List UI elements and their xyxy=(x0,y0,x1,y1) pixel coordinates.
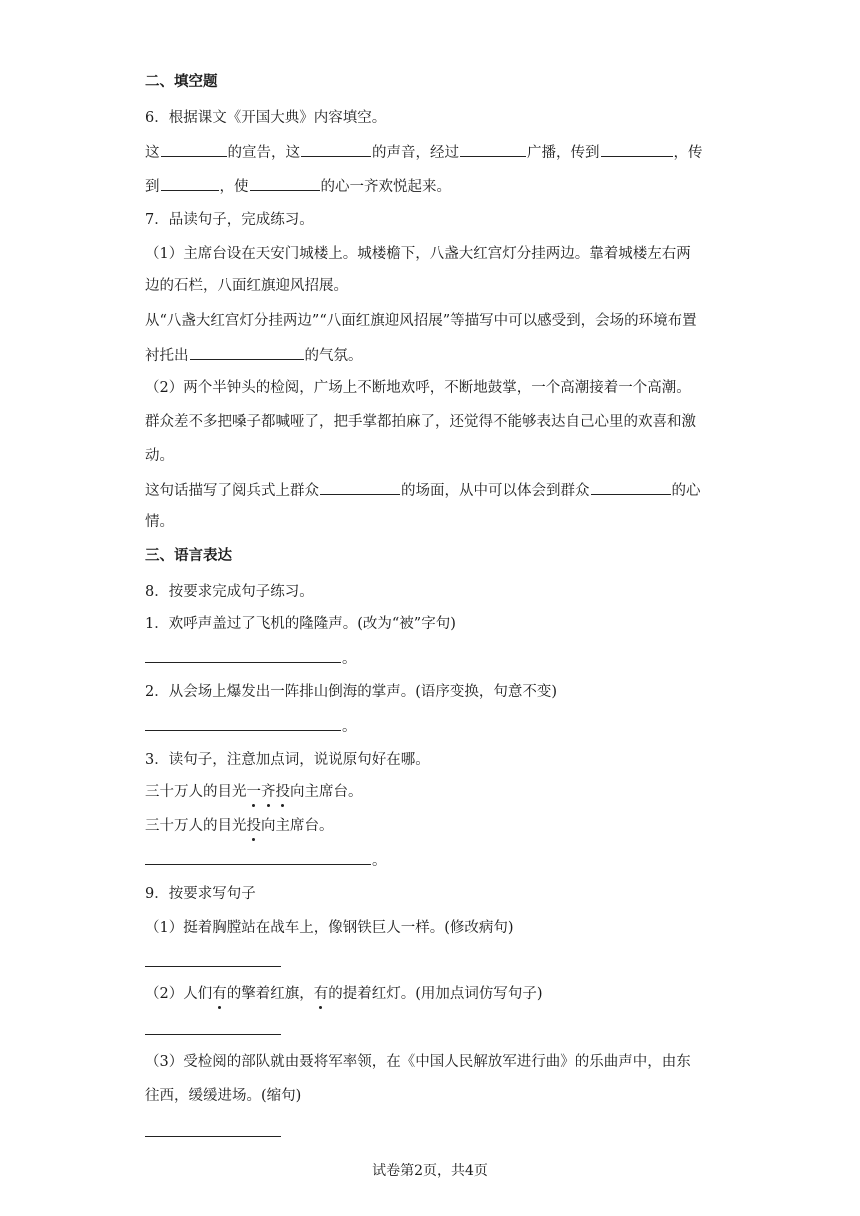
question-6-stem: 6．根据课文《开国大典》内容填空。 xyxy=(145,110,387,126)
question-9-item-1: （1）挺着胸膛站在战车上，像钢铁巨人一样。(修改病句) xyxy=(145,920,514,936)
q6-text: 的声音，经过 xyxy=(372,145,459,161)
fill-blank[interactable] xyxy=(161,176,219,191)
section-heading-language: 三、语言表达 xyxy=(145,548,232,564)
dotted-word: 有 xyxy=(313,986,329,1002)
q8-text: 向主席台。 xyxy=(261,818,334,834)
question-6-line-1 xyxy=(145,142,715,163)
question-8-item-2: 2．从会场上爆发出一阵排山倒海的掌声。(语序变换，句意不变) xyxy=(145,684,558,700)
dotted-word: 投 xyxy=(275,784,290,800)
question-8-item-1: 1．欢呼声盖过了飞机的隆隆声。(改为“被”字句) xyxy=(145,616,456,632)
answer-line[interactable] xyxy=(145,966,281,967)
period: 。 xyxy=(372,853,387,869)
q9-text: 的擎着红旗， xyxy=(226,986,314,1002)
q8-text: 三十万人的目光 xyxy=(145,818,247,834)
page-footer: 试卷第2页，共4页 xyxy=(372,1163,488,1179)
question-7-passage-2-line-1: （2）两个半钟头的检阅，广场上不断地欢呼，不断地鼓掌，一个高潮接着一个高潮。 xyxy=(145,380,691,396)
question-8-answer-2 xyxy=(145,716,715,737)
answer-blank[interactable] xyxy=(145,716,341,731)
question-8-stem: 8．按要求完成句子练习。 xyxy=(145,584,314,600)
dotted-word: 一 xyxy=(246,784,261,800)
question-9-stem: 9．按要求写句子 xyxy=(145,886,256,902)
fill-blank[interactable] xyxy=(301,142,371,157)
section-heading-fill-in: 二、填空题 xyxy=(145,74,218,90)
dotted-word: 投 xyxy=(246,818,261,834)
q7-text: 这句话描写了阅兵式上群众 xyxy=(145,483,319,499)
question-7-prompt-1-line-1: 从“八盏大红宫灯分挂两边”“八面红旗迎风招展”等描写中可以感受到，会场的环境布置 xyxy=(145,313,697,329)
answer-line[interactable] xyxy=(145,1136,281,1137)
period: 。 xyxy=(342,719,357,735)
q6-text: ，传 xyxy=(673,145,703,161)
q7-text: 的心 xyxy=(671,483,701,499)
period: 。 xyxy=(342,651,357,667)
q6-text: 广播，传到 xyxy=(527,145,600,161)
question-7-passage-2-line-2: 群众差不多把嗓子都喊哑了，把手掌都拍麻了，还觉得不能够表达自己心里的欢喜和激 xyxy=(145,414,696,430)
dotted-word: 齐 xyxy=(261,784,276,800)
q6-text: 的宣告，这 xyxy=(227,145,300,161)
answer-blank[interactable] xyxy=(145,850,371,865)
question-7-prompt-2-line-2: 情。 xyxy=(145,514,174,530)
q8-text: 三十万人的目光 xyxy=(145,784,247,800)
question-7-prompt-1-line-2 xyxy=(145,345,715,366)
q6-text: 这 xyxy=(145,145,160,161)
fill-blank[interactable] xyxy=(161,142,227,157)
question-9-item-3-line-2: 往西，缓缓进场。(缩句) xyxy=(145,1088,302,1104)
fill-blank[interactable] xyxy=(320,480,400,495)
fill-blank[interactable] xyxy=(591,480,671,495)
question-9-item-2 xyxy=(145,984,715,1004)
question-7-prompt-2-line-1 xyxy=(145,480,715,501)
q6-text: 到 xyxy=(145,179,160,195)
question-7-passage-1-line-1: （1）主席台设在天安门城楼上。城楼檐下，八盏大红宫灯分挂两边。靠着城楼左右两 xyxy=(145,246,691,262)
question-8-item-3: 3．读句子，注意加点词，说说原句好在哪。 xyxy=(145,752,430,768)
q8-text: 向主席台。 xyxy=(290,784,363,800)
fill-blank[interactable] xyxy=(250,176,320,191)
question-7-stem: 7．品读句子，完成练习。 xyxy=(145,212,314,228)
answer-line[interactable] xyxy=(145,1034,281,1035)
q9-text: （2）人们 xyxy=(145,986,213,1002)
question-8-answer-1 xyxy=(145,648,715,669)
dotted-word: 有 xyxy=(212,986,227,1002)
q7-text: 衬托出 xyxy=(145,348,189,364)
q6-text: ，使 xyxy=(219,179,249,195)
question-8-sentence-b xyxy=(145,816,715,836)
question-9-item-3-line-1: （3）受检阅的部队就由聂将军率领，在《中国人民解放军进行曲》的乐曲声中，由东 xyxy=(145,1054,691,1070)
fill-blank[interactable] xyxy=(601,142,673,157)
question-8-answer-3 xyxy=(145,850,715,871)
q7-text: 的气氛。 xyxy=(304,348,363,364)
answer-blank[interactable] xyxy=(145,648,341,663)
q6-text: 的心一齐欢悦起来。 xyxy=(320,179,451,195)
question-7-passage-1-line-2: 边的石栏，八面红旗迎风招展。 xyxy=(145,278,348,294)
q9-text: 的提着红灯。(用加点词仿写句子) xyxy=(328,986,543,1002)
q7-text: 的场面，从中可以体会到群众 xyxy=(401,483,590,499)
fill-blank[interactable] xyxy=(460,142,526,157)
question-6-line-2 xyxy=(145,176,715,197)
question-8-sentence-a xyxy=(145,782,715,802)
fill-blank[interactable] xyxy=(190,345,304,360)
question-7-passage-2-line-3: 动。 xyxy=(145,448,174,464)
